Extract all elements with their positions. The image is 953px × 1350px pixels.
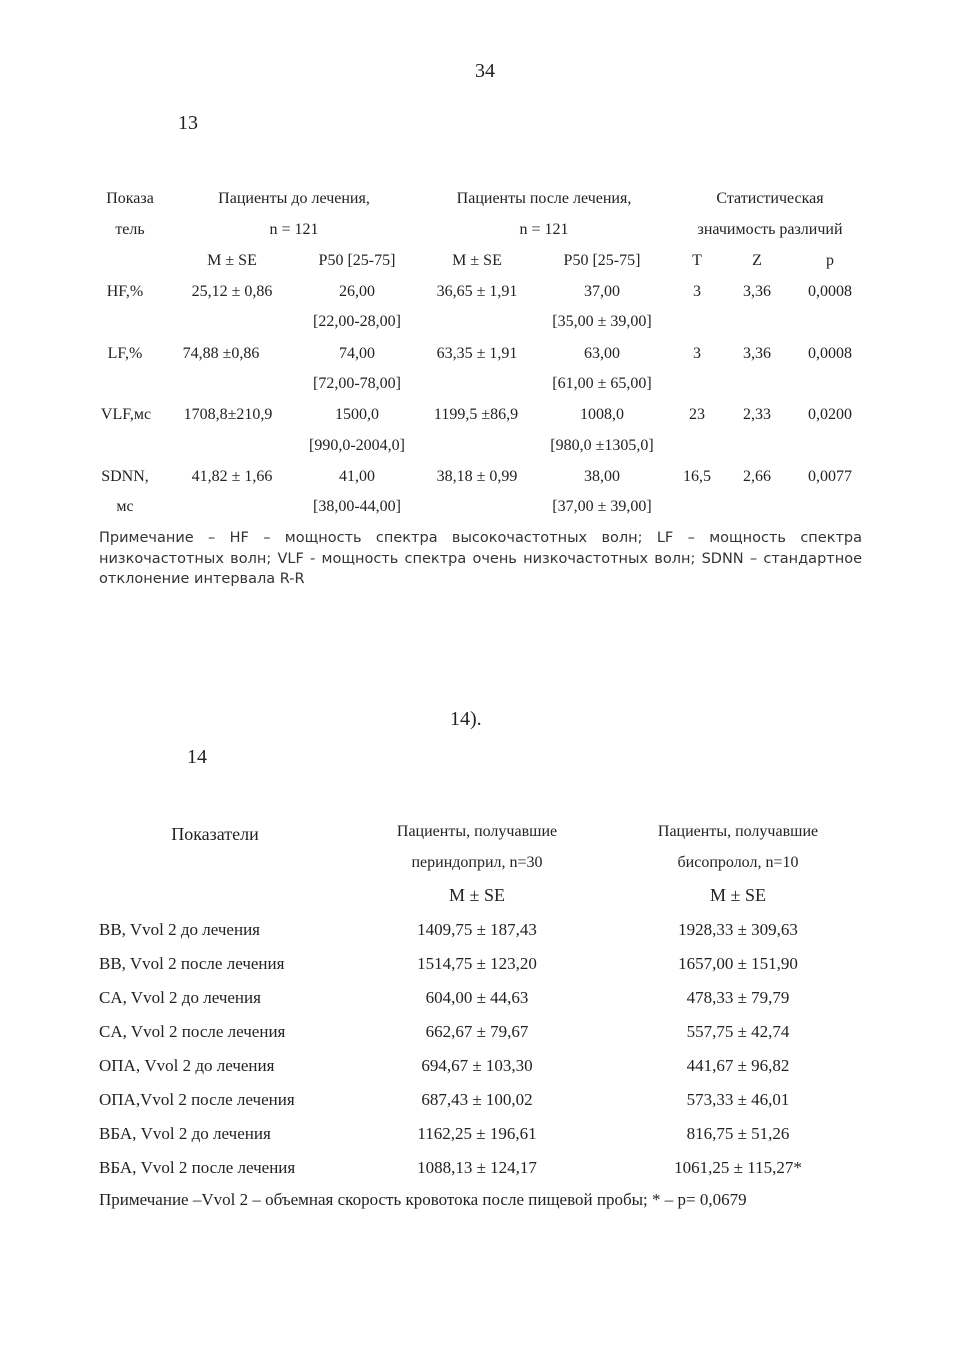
header-indicator-line2: тель: [115, 221, 145, 238]
row-lf-p50-after: 63,00: [584, 345, 620, 362]
row-sdnn-t: 16,5: [683, 468, 711, 485]
row-sdnn-z: 2,66: [743, 468, 771, 485]
row-hf-m-before: 25,12 ± 0,86: [191, 283, 273, 300]
row-vlf-p50-after: 1008,0: [580, 406, 624, 423]
row-vlf-t: 23: [689, 406, 705, 423]
row-perindopril-value: 694,67 ± 103,30: [421, 1056, 533, 1075]
row-bisoprolol-value: 441,67 ± 96,82: [686, 1056, 790, 1075]
row-lf-t: 3: [693, 345, 701, 362]
row-perindopril-value: 662,67 ± 79,67: [425, 1022, 529, 1041]
row-perindopril-value: 604,00 ± 44,63: [425, 988, 529, 1007]
row-hf-p50-before: 26,00: [339, 283, 375, 300]
table13-note: Примечание – HF – мощность спектра высокочастотных волн; LF – мощность спектра низкочастотных волн; VLF - мощность спектра очень низкочастотных волн; SDNN – стандартное отклонение интервала R-R: [99, 530, 862, 587]
header-after-title: Пациенты после лечения,: [456, 190, 632, 207]
row-vlf-p50-before: 1500,0: [335, 406, 379, 423]
row-perindopril-value: 1088,13 ± 124,17: [417, 1158, 537, 1177]
row-sdnn-name: SDNN,: [101, 468, 149, 485]
row-hf-z: 3,36: [743, 283, 771, 300]
header-indicator-line1: Показа: [106, 190, 154, 207]
row-name: ОПА, Vvol 2 до лечения: [99, 1056, 275, 1075]
row-lf-name: LF,%: [107, 345, 143, 362]
row-bisoprolol-value: 1061,25 ± 115,27*: [674, 1158, 802, 1177]
subheader-m-after: M ± SE: [452, 252, 502, 269]
subheader-p50-before: P50 [25-75]: [318, 252, 396, 269]
text-fragment-14: 14).: [450, 708, 482, 730]
row-lf-z: 3,36: [743, 345, 771, 362]
subheader-t: T: [692, 252, 702, 269]
header-perindopril-line1: Пациенты, получавшие: [396, 823, 558, 840]
row-perindopril-value: 1162,25 ± 196,61: [417, 1124, 537, 1143]
row-sdnn-p50-after: 38,00: [584, 468, 620, 485]
row-bisoprolol-value: 557,75 ± 42,74: [686, 1022, 790, 1041]
row-hf-p50-after-range: [35,00 ± 39,00]: [552, 313, 652, 330]
row-hf-t: 3: [693, 283, 701, 300]
row-perindopril-value: 1514,75 ± 123,20: [417, 954, 537, 973]
subheader-p: p: [826, 252, 834, 269]
header-perindopril-line2: периндоприл, n=30: [411, 854, 543, 871]
subheader-m-before: M ± SE: [207, 252, 257, 269]
header-stat-title: Статистическая: [716, 190, 824, 207]
header-perindopril-mse: M ± SE: [449, 885, 505, 905]
row-sdnn-p: 0,0077: [808, 468, 852, 485]
header-bisoprolol-line1: Пациенты, получавшие: [657, 823, 819, 840]
row-sdnn-p50-after-range: [37,00 ± 39,00]: [552, 498, 652, 515]
row-perindopril-value: 1409,75 ± 187,43: [417, 920, 537, 939]
row-vlf-p50-after-range: [980,0 ±1305,0]: [550, 437, 654, 454]
row-name: BB, Vvol 2 после лечения: [99, 954, 285, 973]
row-lf-m-before: 74,88 ±0,86: [182, 345, 260, 362]
subheader-z: Z: [752, 252, 762, 269]
row-name: BB, Vvol 2 до лечения: [99, 920, 260, 939]
header-stat-subtitle: значимость различий: [697, 221, 843, 238]
row-name: ВБА, Vvol 2 после лечения: [99, 1158, 296, 1177]
table14-note: Примечание –Vvol 2 – объемная скорость кровотока после пищевой пробы; * – p= 0,0679: [99, 1190, 747, 1209]
row-hf-p50-after: 37,00: [584, 283, 620, 300]
header-indicators: Показатели: [171, 824, 259, 844]
row-name: CA, Vvol 2 до лечения: [99, 988, 261, 1007]
header-bisoprolol-mse: M ± SE: [710, 885, 766, 905]
row-bisoprolol-value: 1657,00 ± 151,90: [678, 954, 798, 973]
row-vlf-m-after: 1199,5 ±86,9: [433, 406, 519, 423]
row-sdnn-p50-before: 41,00: [339, 468, 375, 485]
row-hf-p50-before-range: [22,00-28,00]: [313, 313, 401, 330]
row-bisoprolol-value: 816,75 ± 51,26: [686, 1124, 790, 1143]
table13-caption-number: 13: [178, 112, 198, 134]
row-sdnn-m-after: 38,18 ± 0,99: [436, 468, 518, 485]
row-lf-p: 0,0008: [808, 345, 852, 362]
row-vlf-name: VLF,мс: [100, 406, 152, 423]
page-number: 34: [475, 60, 495, 82]
row-sdnn-unit: мс: [116, 498, 134, 515]
row-hf-name: HF,%: [106, 283, 144, 300]
row-perindopril-value: 687,43 ± 100,02: [421, 1090, 533, 1109]
row-vlf-z: 2,33: [743, 406, 771, 423]
row-lf-p50-before-range: [72,00-78,00]: [313, 375, 401, 392]
row-hf-p: 0,0008: [808, 283, 852, 300]
table14-caption-number: 14: [187, 746, 207, 768]
subheader-p50-after: P50 [25-75]: [563, 252, 641, 269]
header-before-title: Пациенты до лечения,: [218, 190, 370, 207]
row-vlf-p: 0,0200: [808, 406, 852, 423]
row-bisoprolol-value: 573,33 ± 46,01: [686, 1090, 790, 1109]
header-bisoprolol-line2: бисопролол, n=10: [677, 854, 799, 871]
row-bisoprolol-value: 478,33 ± 79,79: [686, 988, 790, 1007]
row-hf-m-after: 36,65 ± 1,91: [436, 283, 518, 300]
row-sdnn-p50-before-range: [38,00-44,00]: [313, 498, 401, 515]
row-vlf-p50-before-range: [990,0-2004,0]: [309, 437, 405, 454]
row-vlf-m-before: 1708,8±210,9: [183, 406, 273, 423]
row-name: CA, Vvol 2 после лечения: [99, 1022, 286, 1041]
row-lf-p50-before: 74,00: [339, 345, 375, 362]
header-after-n: n = 121: [519, 221, 569, 238]
row-sdnn-m-before: 41,82 ± 1,66: [191, 468, 273, 485]
row-lf-m-after: 63,35 ± 1,91: [436, 345, 518, 362]
row-lf-p50-after-range: [61,00 ± 65,00]: [552, 375, 652, 392]
row-bisoprolol-value: 1928,33 ± 309,63: [678, 920, 798, 939]
row-name: ОПА,Vvol 2 после лечения: [99, 1090, 295, 1109]
row-name: ВБА, Vvol 2 до лечения: [99, 1124, 271, 1143]
header-before-n: n = 121: [269, 221, 319, 238]
